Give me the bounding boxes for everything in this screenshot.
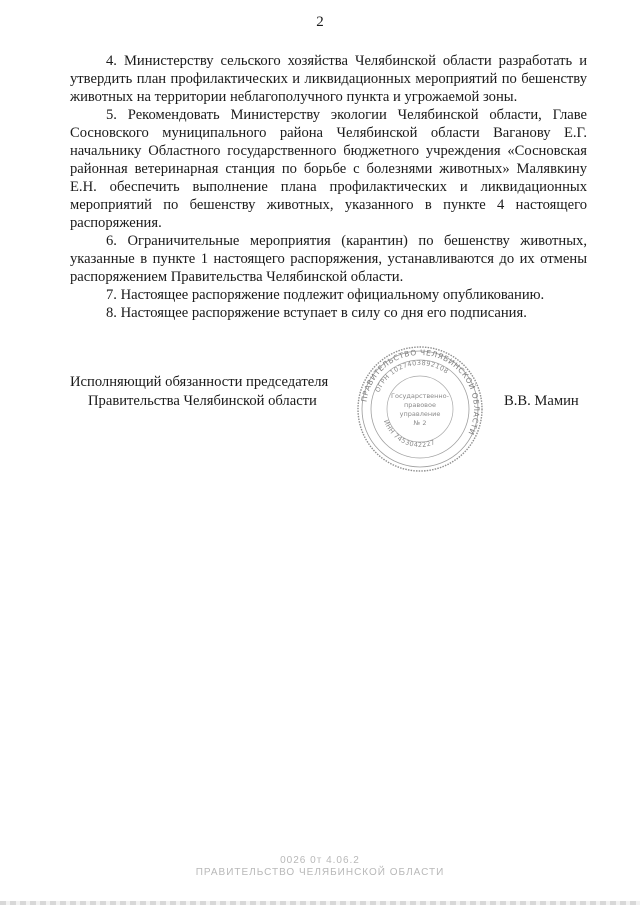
signatory-title-line2: Правительства Челябинской области	[88, 393, 317, 409]
signature-block	[70, 373, 590, 473]
footer-line2: ПРАВИТЕЛЬСТВО ЧЕЛЯБИНСКОЙ ОБЛАСТИ	[195, 867, 445, 878]
paragraph-8: 8. Настоящее распоряжение вступает в силу со дня его подписания.	[106, 305, 527, 321]
document-body	[70, 52, 587, 322]
svg-text:ИНН 7453042227	[382, 419, 436, 449]
seal-inn-text: ИНН 7453042227	[381, 418, 437, 450]
paragraph-5: 5. Рекомендовать Министерству экологии Челябинской области, Главе Сосновского муниципального района Челябинской области Ваганову Е.Г. начальнику Областного государственного бюджетного учреждения «Сосновская районная ветеринарная станция по борьбе с болезнями животных» Малявкину Е.Н. обеспечить выполнение плана профилактических и ликвидационных мероприятий по бешенству животных, указанного в пункте 4 настоящего распоряжения.	[70, 107, 587, 231]
page-number: 2	[316, 14, 324, 30]
seal-center-line3: управление	[399, 410, 441, 418]
signatory-title-line1: Исполняющий обязанности председателя	[70, 374, 329, 390]
seal-ogrn-text: ОГРН 1027403892108	[373, 358, 451, 394]
seal-outer-text: ПРАВИТЕЛЬСТВО ЧЕЛЯБИНСКОЙ ОБЛАСТИ	[359, 347, 482, 437]
seal-center-line2: правовое	[404, 401, 436, 409]
official-seal	[355, 344, 485, 474]
seal-center-line4: № 2	[413, 419, 427, 427]
paragraph-6: 6. Ограничительные мероприятия (карантин) по бешенству животных, указанные в пункте 1 настоящего распоряжения, устанавливаются до их отмены распоряжением Правительства Челябинской области.	[70, 233, 587, 285]
seal-center-line1: Государственно-	[391, 392, 449, 400]
scan-edge-strip	[0, 901, 640, 905]
paragraph-4: 4. Министерству сельского хозяйства Челябинской области разработать и утвердить план профилактических и ликвидационных мероприятий по бешенству животных на территории неблагополучного пункта и угрожаемой зоны.	[70, 53, 587, 105]
signatory-name: В.В. Мамин	[504, 393, 579, 409]
paragraph-7: 7. Настоящее распоряжение подлежит официальному опубликованию.	[106, 287, 545, 303]
footer-line1: 0026 0т 4.06.2	[280, 855, 360, 866]
registration-footer	[0, 855, 640, 879]
